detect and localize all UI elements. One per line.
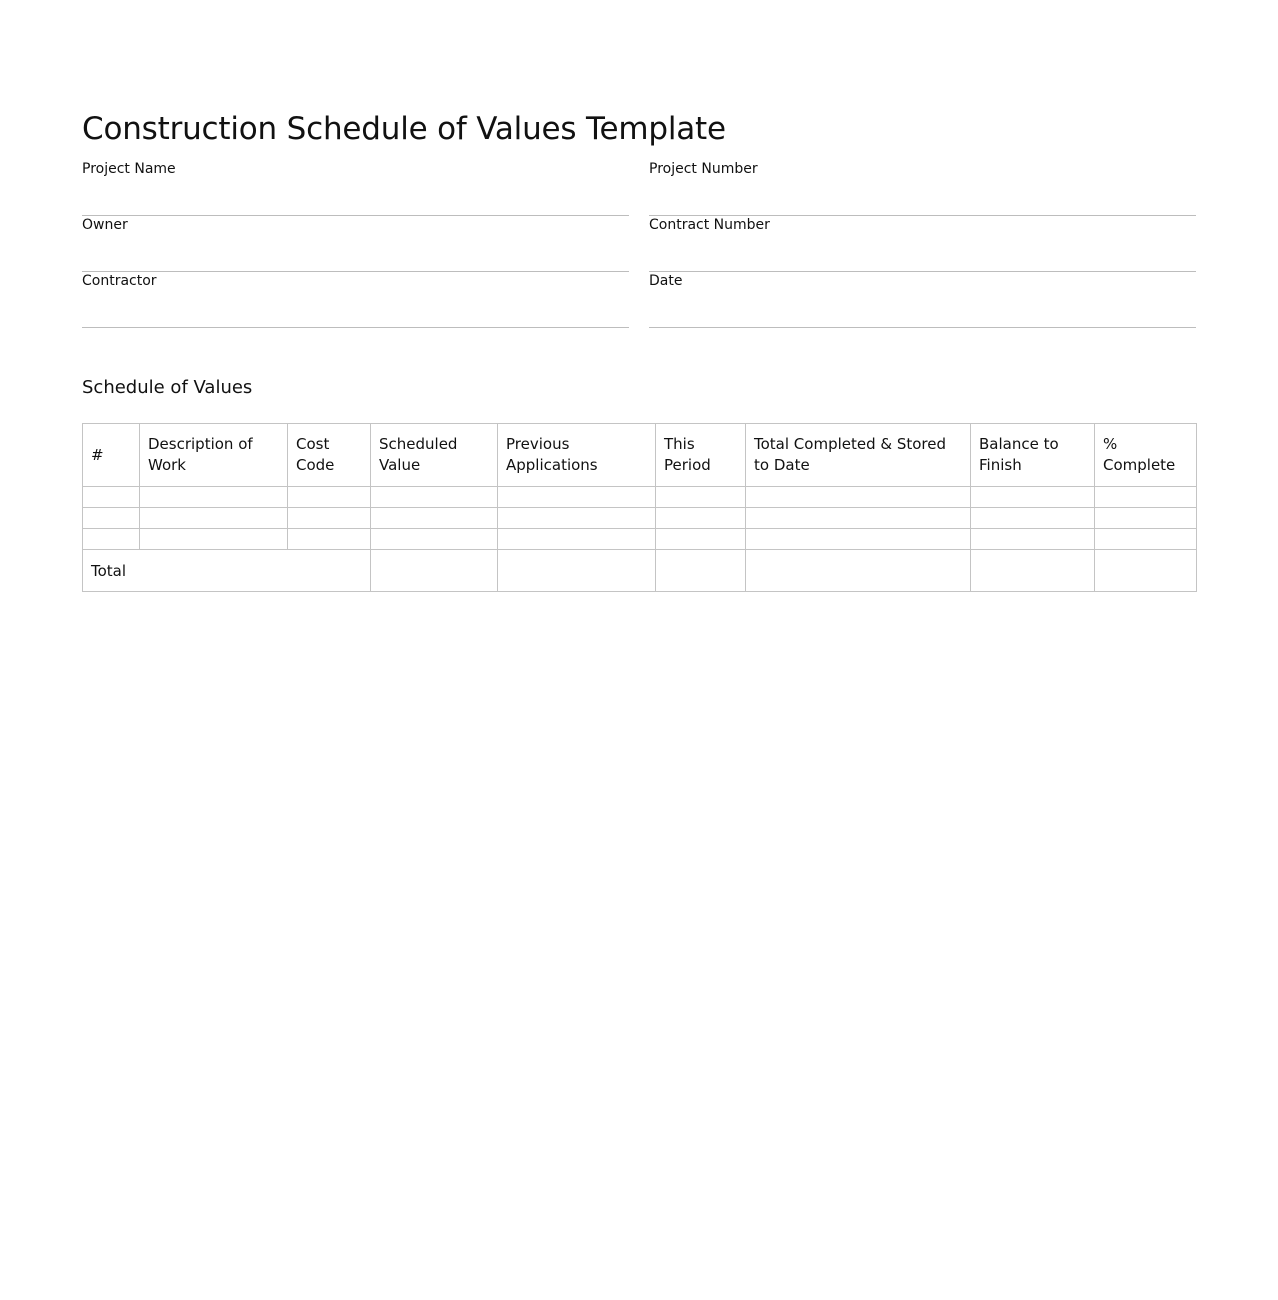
column-header: % Complete	[1095, 424, 1197, 487]
contractor-field[interactable]	[82, 272, 629, 328]
table-cell[interactable]	[371, 487, 498, 508]
column-header: This Period	[656, 424, 746, 487]
table-cell[interactable]	[1095, 487, 1197, 508]
total-previous-applications-cell[interactable]	[498, 550, 656, 592]
table-cell[interactable]	[656, 529, 746, 550]
field-label: Contractor	[82, 273, 157, 289]
schedule-of-values-table	[82, 423, 1197, 592]
column-header: Scheduled Value	[371, 424, 498, 487]
field-label: Contract Number	[649, 217, 770, 233]
total-scheduled-value-cell[interactable]	[371, 550, 498, 592]
total-completed-stored-cell[interactable]	[746, 550, 971, 592]
table-cell[interactable]	[1095, 529, 1197, 550]
owner-field[interactable]	[82, 216, 629, 272]
table-row	[83, 508, 1197, 529]
table-cell[interactable]	[498, 529, 656, 550]
table-cell[interactable]	[1095, 508, 1197, 529]
table-row	[83, 529, 1197, 550]
project-number-field[interactable]	[649, 160, 1196, 216]
table-cell[interactable]	[83, 487, 140, 508]
table-cell[interactable]	[371, 529, 498, 550]
column-header: Previous Applications	[498, 424, 656, 487]
table-cell[interactable]	[288, 529, 371, 550]
field-label: Project Name	[82, 161, 176, 177]
table-cell[interactable]	[498, 508, 656, 529]
total-row	[83, 550, 1197, 592]
table-cell[interactable]	[140, 529, 288, 550]
column-header: Total Completed & Stored to Date	[746, 424, 971, 487]
column-header: Cost Code	[288, 424, 371, 487]
table-cell[interactable]	[140, 508, 288, 529]
table-cell[interactable]	[656, 487, 746, 508]
column-header: #	[83, 424, 140, 487]
document-page	[0, 0, 1278, 592]
table-header-row	[83, 424, 1197, 487]
column-header: Balance to Finish	[971, 424, 1095, 487]
table-cell[interactable]	[288, 487, 371, 508]
table-cell[interactable]	[746, 508, 971, 529]
contract-number-field[interactable]	[649, 216, 1196, 272]
page-title: Construction Schedule of Values Template	[82, 111, 726, 147]
total-this-period-cell[interactable]	[656, 550, 746, 592]
total-percent-complete-cell[interactable]	[1095, 550, 1197, 592]
table-cell[interactable]	[746, 487, 971, 508]
project-name-field[interactable]	[82, 160, 629, 216]
total-balance-to-finish-cell[interactable]	[971, 550, 1095, 592]
project-info-fields	[82, 160, 1196, 328]
table-cell[interactable]	[971, 529, 1095, 550]
table-cell[interactable]	[371, 508, 498, 529]
table-cell[interactable]	[83, 529, 140, 550]
table-row	[83, 487, 1197, 508]
field-label: Owner	[82, 217, 128, 233]
table-cell[interactable]	[656, 508, 746, 529]
table-cell[interactable]	[140, 487, 288, 508]
field-label: Date	[649, 273, 683, 289]
table-cell[interactable]	[971, 508, 1095, 529]
table-cell[interactable]	[288, 508, 371, 529]
field-label: Project Number	[649, 161, 758, 177]
total-label: Total	[83, 550, 371, 592]
column-header: Description of Work	[140, 424, 288, 487]
section-title: Schedule of Values	[82, 377, 253, 398]
table-cell[interactable]	[971, 487, 1095, 508]
date-field[interactable]	[649, 272, 1196, 328]
table-cell[interactable]	[83, 508, 140, 529]
table-cell[interactable]	[746, 529, 971, 550]
table-cell[interactable]	[498, 487, 656, 508]
